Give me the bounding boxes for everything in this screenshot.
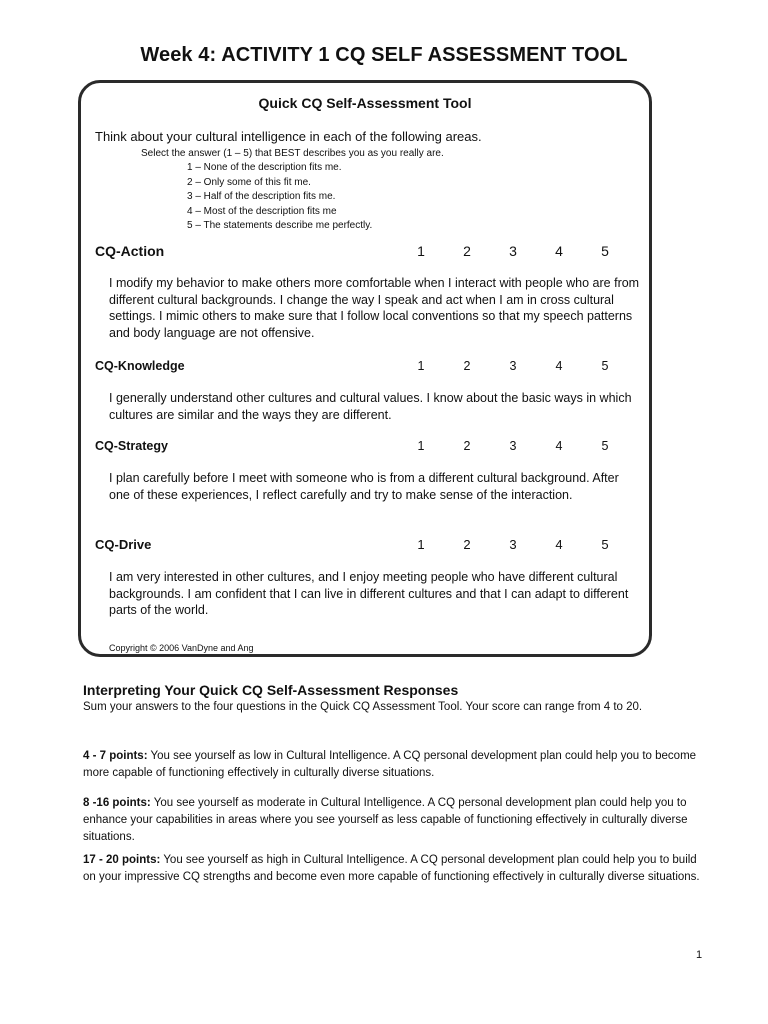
rating-option: 2 [463,537,471,552]
section-name: CQ-Action [95,243,165,259]
rating-option: 2 [463,243,471,259]
scale-item: 5 – The statements describe me perfectly. [187,220,373,231]
rating-option: 5 [601,537,609,552]
section-name: CQ-Drive [95,537,152,552]
rating-option: 5 [601,359,609,373]
scale-item: 2 – Only some of this fit me. [187,176,311,188]
score-range-text: You see yourself as moderate in Cultural Intelligence. A CQ personal development plan could help you to enhance your capabilities in areas where you see yourself as less capable of functioning effectively in culturally diverse situations. [83,797,688,843]
section-name: CQ-Strategy [95,439,168,453]
scale-item: 3 – Half of the description fits me. [187,191,336,202]
score-range-label: 17 - 20 points: [83,854,161,866]
assessment-tool-card [78,80,652,657]
rating-option: 2 [463,439,471,453]
interpretation-heading: Interpreting Your Quick CQ Self-Assessment Responses [83,682,459,698]
interpretation-intro: Sum your answers to the four questions in the Quick CQ Assessment Tool. Your score can range from 4 to 20. [83,701,643,713]
section-text-cq-action: I modify my behavior to make others more comfortable when I interact with people who are from different cultural backgrounds. I change the way I speak and act when I am in cross cultural settings. I mimic others to make sure that I follow local conventions so that my speech patterns and body language are not offensive. [109,276,640,340]
rating-option: 3 [509,243,517,259]
rating-option: 1 [417,243,425,259]
rating-option: 1 [417,439,425,453]
copyright-notice: Copyright © 2006 VanDyne and Ang [109,643,254,653]
rating-option: 5 [601,243,609,259]
section-name: CQ-Knowledge [95,359,185,373]
page-title: Week 4: ACTIVITY 1 CQ SELF ASSESSMENT TOOL [140,44,628,66]
rating-option: 3 [509,359,517,373]
scale-item: 4 – Most of the description fits me [187,205,337,217]
rating-option: 2 [463,359,471,373]
rating-option: 3 [509,439,517,453]
score-range-high [83,852,709,886]
rating-option: 4 [555,537,563,552]
rating-option: 1 [417,359,425,373]
rating-option: 3 [509,537,517,552]
section-text-cq-knowledge: I generally understand other cultures and cultural values. I know about the basic ways in which cultures are similar and the ways they are different. [109,391,632,422]
rating-option: 4 [555,243,563,259]
rating-option: 5 [601,439,609,453]
rating-option: 1 [417,537,425,552]
rating-option: 4 [555,439,563,453]
score-range-low [83,748,709,782]
section-text-cq-strategy: I plan carefully before I meet with someone who is from a different cultural background. After one of these experiences, I reflect carefully and try to make sense of the interaction. [109,471,619,502]
score-range-text: You see yourself as low in Cultural Intelligence. A CQ personal development plan could help you to become more capable of functioning effectively in culturally diverse situations. [83,750,697,779]
rating-scale-list [187,161,372,234]
score-range-moderate [83,795,709,846]
page-number: 1 [696,949,703,961]
tool-instruction: Select the answer (1 – 5) that BEST describes you as you really are. [141,148,444,159]
score-range-label: 8 -16 points: [83,797,151,809]
score-range-label: 4 - 7 points: [83,750,148,762]
rating-option: 4 [555,359,563,373]
score-range-text: You see yourself as high in Cultural Intelligence. A CQ personal development plan could help you to build on your impressive CQ strengths and become even more capable of functioning effectively in culturally diverse situations. [83,854,700,883]
section-text-cq-drive: I am very interested in other cultures, and I enjoy meeting people who have different cultural backgrounds. I am confident that I can live in different cultures and that I can adapt to different parts of the world. [109,570,629,617]
tool-title: Quick CQ Self-Assessment Tool [258,95,472,111]
scale-item: 1 – None of the description fits me. [187,162,342,173]
tool-intro: Think about your cultural intelligence in each of the following areas. [95,129,482,144]
